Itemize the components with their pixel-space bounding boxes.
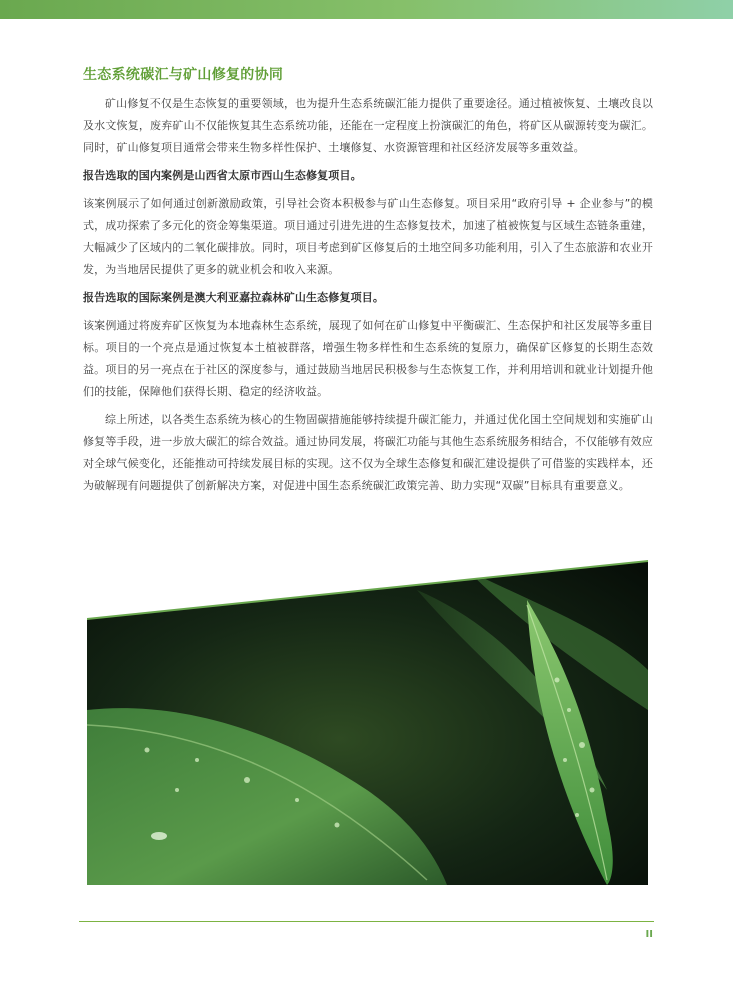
- body-text: [83, 93, 653, 503]
- page-number: II: [645, 929, 653, 940]
- footer-rule: [79, 921, 654, 922]
- paragraph-international-case: 该案例通过将废弃矿区恢复为本地森林生态系统，展现了如何在矿山修复中平衡碳汇、生态保护和社区发展等多重目标。项目的一个亮点是通过恢复本土植被群落，增强生物多样性和生态系统的复原力，确保矿区修复的长期生态效益。项目的另一亮点在于社区的深度参与，通过鼓励当地居民积极参与生态恢复工作，并利用培训和就业计划提升他们的技能，保障他们获得长期、稳定的经济收益。: [83, 319, 653, 398]
- leaf-photo: [87, 560, 648, 885]
- domestic-case-heading: 报告选取的国内案例是山西省太原市西山生态修复项目。: [83, 169, 362, 182]
- paragraph-conclusion: 综上所述，以各类生态系统为核心的生物固碳措施能够持续提升碳汇能力，并通过优化国土空间规划和实施矿山修复等手段，进一步放大碳汇的综合效益。通过协同发展，将碳汇功能与其他生态系统服务相结合，不仅能够有效应对全球气候变化，还能推动可持续发展目标的实现。这不仅为全球生态修复和碳汇建设提供了可借鉴的实践样本，还为破解现有问题提供了创新解决方案，对促进中国生态系统碳汇政策完善、助力实现“双碳”目标具有重要意义。: [83, 413, 653, 492]
- paragraph-domestic-case: 该案例展示了如何通过创新激励政策，引导社会资本积极参与矿山生态修复。项目采用“政府引导 + 企业参与”的模式，成功探索了多元化的资金筹集渠道。项目通过引进先进的生态修复技术，加速了植被恢复与区域生态链条重建，大幅减少了区域内的二氧化碳排放。同时，项目考虑到矿区修复后的土地空间多功能利用，引入了生态旅游和农业开发，为当地居民提供了更多的就业机会和收入来源。: [83, 197, 653, 276]
- paragraph-intro: 矿山修复不仅是生态恢复的重要领域，也为提升生态系统碳汇能力提供了重要途径。通过植被恢复、土壤改良以及水文恢复，废弃矿山不仅能恢复其生态系统功能，还能在一定程度上扮演碳汇的角色，将矿区从碳源转变为碳汇。同时，矿山修复项目通常会带来生物多样性保护、土壤修复、水资源管理和社区经济发展等多重效益。: [83, 97, 653, 154]
- leaf-photo-illustration: [87, 560, 648, 885]
- international-case-heading: 报告选取的国际案例是澳大利亚嘉拉森林矿山生态修复项目。: [83, 291, 385, 304]
- top-color-band: [0, 0, 733, 19]
- section-title: 生态系统碳汇与矿山修复的协同: [83, 67, 284, 83]
